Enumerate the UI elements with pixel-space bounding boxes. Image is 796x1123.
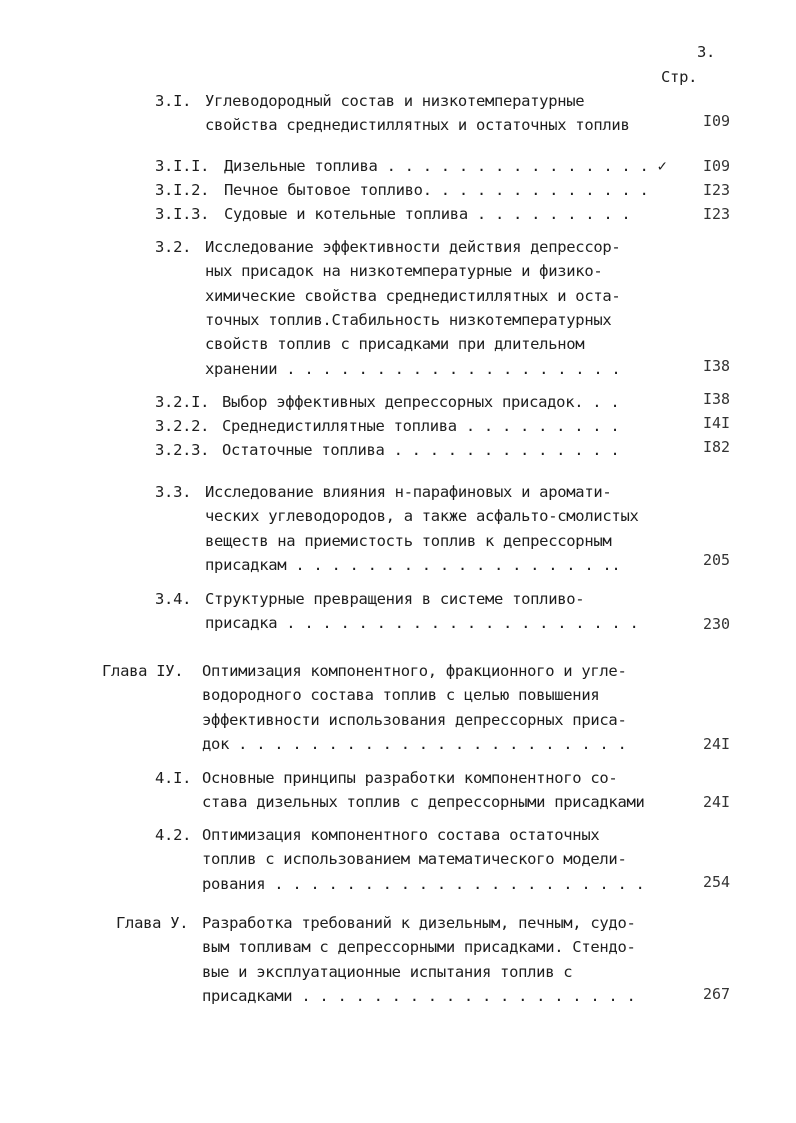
toc-title-line: ных присадок на низкотемпературные и физико- <box>205 262 603 280</box>
toc-title-line: химические свойства среднедистиллятных и оста- <box>205 287 621 305</box>
toc-number: 3.3. <box>155 483 192 501</box>
toc-chapter-number: Глава У. <box>116 914 189 932</box>
toc-page: 267 <box>703 985 731 1003</box>
toc-page: I38 <box>703 357 731 375</box>
toc-title-line: Судовые и котельные топлива . . . . . . . . . <box>224 205 631 223</box>
toc-title-line: Исследование эффективности действия депрессор- <box>205 238 621 256</box>
toc-page: I38 <box>703 390 731 408</box>
toc-title-line: ческих углеводородов, а также асфальто-смолистых <box>205 507 639 525</box>
toc-title-line: Углеводородный состав и низкотемпературные <box>205 92 585 110</box>
toc-page: 205 <box>703 551 731 569</box>
toc-number: 3.I.2. <box>155 181 210 199</box>
toc-title-line: Оптимизация компонентного состава остаточных <box>202 826 600 844</box>
toc-title-line: Печное бытовое топливо. . . . . . . . . . . . . <box>224 181 649 199</box>
toc-number: 3.4. <box>155 590 192 608</box>
page-number: 3. <box>697 43 716 61</box>
toc-title-line: хранении . . . . . . . . . . . . . . . . . . . <box>205 360 621 378</box>
toc-chapter-number: Глава IУ. <box>102 662 184 680</box>
toc-page: I23 <box>703 205 731 223</box>
toc-number: 3.2.I. <box>155 393 210 411</box>
toc-title-line: свойств топлив с присадками при длительном <box>205 335 585 353</box>
toc-number: 4.I. <box>155 769 192 787</box>
toc-title-line: присадками . . . . . . . . . . . . . . . . . . . <box>202 987 636 1005</box>
toc-number: 4.2. <box>155 826 192 844</box>
toc-page: 24I <box>703 735 731 753</box>
toc-title-line: Основные принципы разработки компонентного со- <box>202 769 618 787</box>
toc-title-line: водородного состава топлив с целью повышения <box>202 686 600 704</box>
toc-title-line: веществ на приемистость топлив к депрессорным <box>205 532 612 550</box>
toc-number: 3.I.I. <box>155 157 210 175</box>
toc-page: 230 <box>703 615 731 633</box>
toc-title-line: Дизельные топлива . . . . . . . . . . . . . . . ✓ <box>224 157 667 175</box>
toc-page: 254 <box>703 873 731 891</box>
toc-page: I09 <box>703 157 731 175</box>
toc-number: 3.2. <box>155 238 192 256</box>
toc-title-line: вым топливам с депрессорными присадками. Стендо- <box>202 938 636 956</box>
toc-title-line: вые и эксплуатационные испытания топлив с <box>202 963 573 981</box>
toc-title-line: топлив с использованием математического модели- <box>202 850 627 868</box>
toc-number: 3.2.3. <box>155 441 210 459</box>
page-column-label: Стр. <box>661 68 698 86</box>
toc-title-line: Остаточные топлива . . . . . . . . . . . . . <box>222 441 620 459</box>
toc-title-line: док . . . . . . . . . . . . . . . . . . . . . . <box>202 735 627 753</box>
toc-title-line: Структурные превращения в системе топливо- <box>205 590 585 608</box>
toc-title-line: Выбор эффективных депрессорных присадок. . . <box>222 393 620 411</box>
toc-title-line: Среднедистиллятные топлива . . . . . . . . . <box>222 417 620 435</box>
toc-title-line: Исследование влияния н-парафиновых и аромати- <box>205 483 612 501</box>
toc-title-line: присадкам . . . . . . . . . . . . . . . . . .. <box>205 556 621 574</box>
toc-number: 3.I. <box>155 92 192 110</box>
toc-title-line: рования . . . . . . . . . . . . . . . . . . . . . <box>202 875 645 893</box>
toc-title-line: свойства среднедистиллятных и остаточных топлив <box>205 116 630 134</box>
toc-page: I09 <box>703 112 731 130</box>
toc-number: 3.I.3. <box>155 205 210 223</box>
toc-page: 24I <box>703 793 731 811</box>
toc-title-line: точных топлив.Стабильность низкотемпературных <box>205 311 612 329</box>
toc-title-line: Оптимизация компонентного, фракционного и угле- <box>202 662 627 680</box>
toc-page: I82 <box>703 438 731 456</box>
toc-title-line: присадка . . . . . . . . . . . . . . . . . . . . <box>205 614 639 632</box>
toc-title-line: става дизельных топлив с депрессорными присадками <box>202 793 645 811</box>
toc-number: 3.2.2. <box>155 417 210 435</box>
toc-title-line: эффективности использования депрессорных приса- <box>202 711 627 729</box>
toc-page: I23 <box>703 181 731 199</box>
toc-page: I4I <box>703 414 731 432</box>
toc-title-line: Разработка требований к дизельным, печным, судо- <box>202 914 636 932</box>
